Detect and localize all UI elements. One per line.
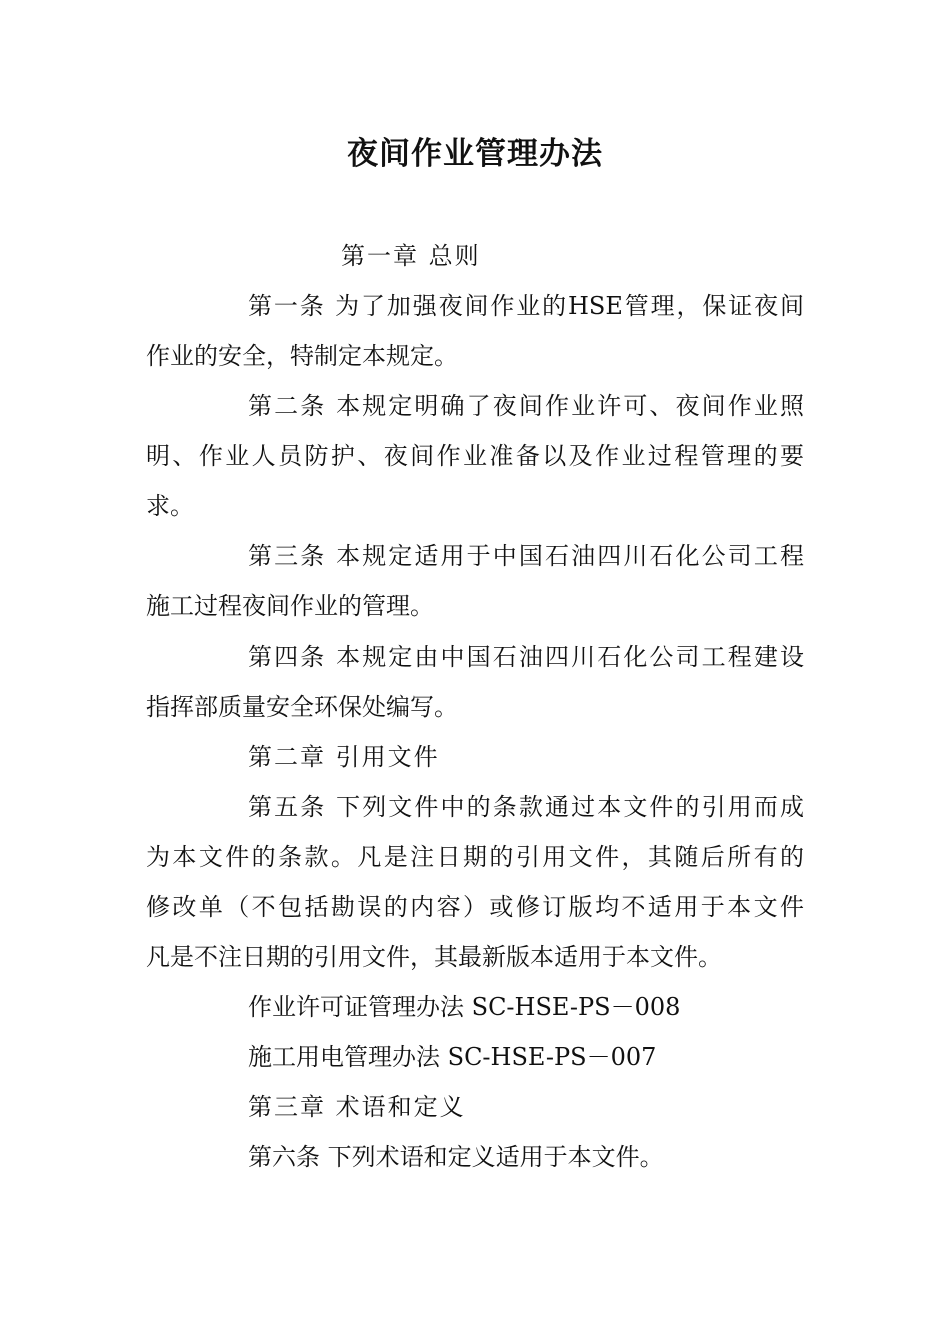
article-3-line-2: 施工过程夜间作业的管理。: [146, 592, 434, 620]
document-title: 夜间作业管理办法: [347, 136, 603, 172]
chapter-3-heading: 第三章 术语和定义: [248, 1093, 466, 1121]
chapter-1-heading: 第一章 总则: [341, 242, 481, 270]
article-2-line-1: 第二条 本规定明确了夜间作业许可、夜间作业照: [248, 392, 804, 420]
article-5-line-4: 凡是不注日期的引用文件，其最新版本适用于本文件。: [146, 943, 722, 971]
article-5-line-3: 修改单（不包括勘误的内容）或修订版均不适用于本文件: [146, 893, 804, 921]
chapter-2-heading: 第二章 引用文件: [248, 743, 440, 771]
article-6-line-1: 第六条 下列术语和定义适用于本文件。: [248, 1143, 664, 1171]
article-2-line-2: 明、作业人员防护、夜间作业准备以及作业过程管理的要: [146, 442, 804, 470]
article-4-line-2: 指挥部质量安全环保处编写。: [146, 693, 458, 721]
article-5-line-1: 第五条 下列文件中的条款通过本文件的引用而成: [248, 793, 804, 821]
article-2-line-3: 求。: [146, 492, 194, 520]
article-3-line-1: 第三条 本规定适用于中国石油四川石化公司工程: [248, 542, 804, 570]
reference-doc-2: 施工用电管理办法 SC-HSE-PS－007: [248, 1043, 657, 1071]
reference-doc-1: 作业许可证管理办法 SC-HSE-PS－008: [248, 993, 681, 1021]
article-1-line-1: 第一条 为了加强夜间作业的HSE管理，保证夜间: [248, 292, 804, 320]
article-4-line-1: 第四条 本规定由中国石油四川石化公司工程建设: [248, 643, 804, 671]
article-5-line-2: 为本文件的条款。凡是注日期的引用文件，其随后所有的: [146, 843, 804, 871]
article-1-line-2: 作业的安全，特制定本规定。: [146, 342, 458, 370]
